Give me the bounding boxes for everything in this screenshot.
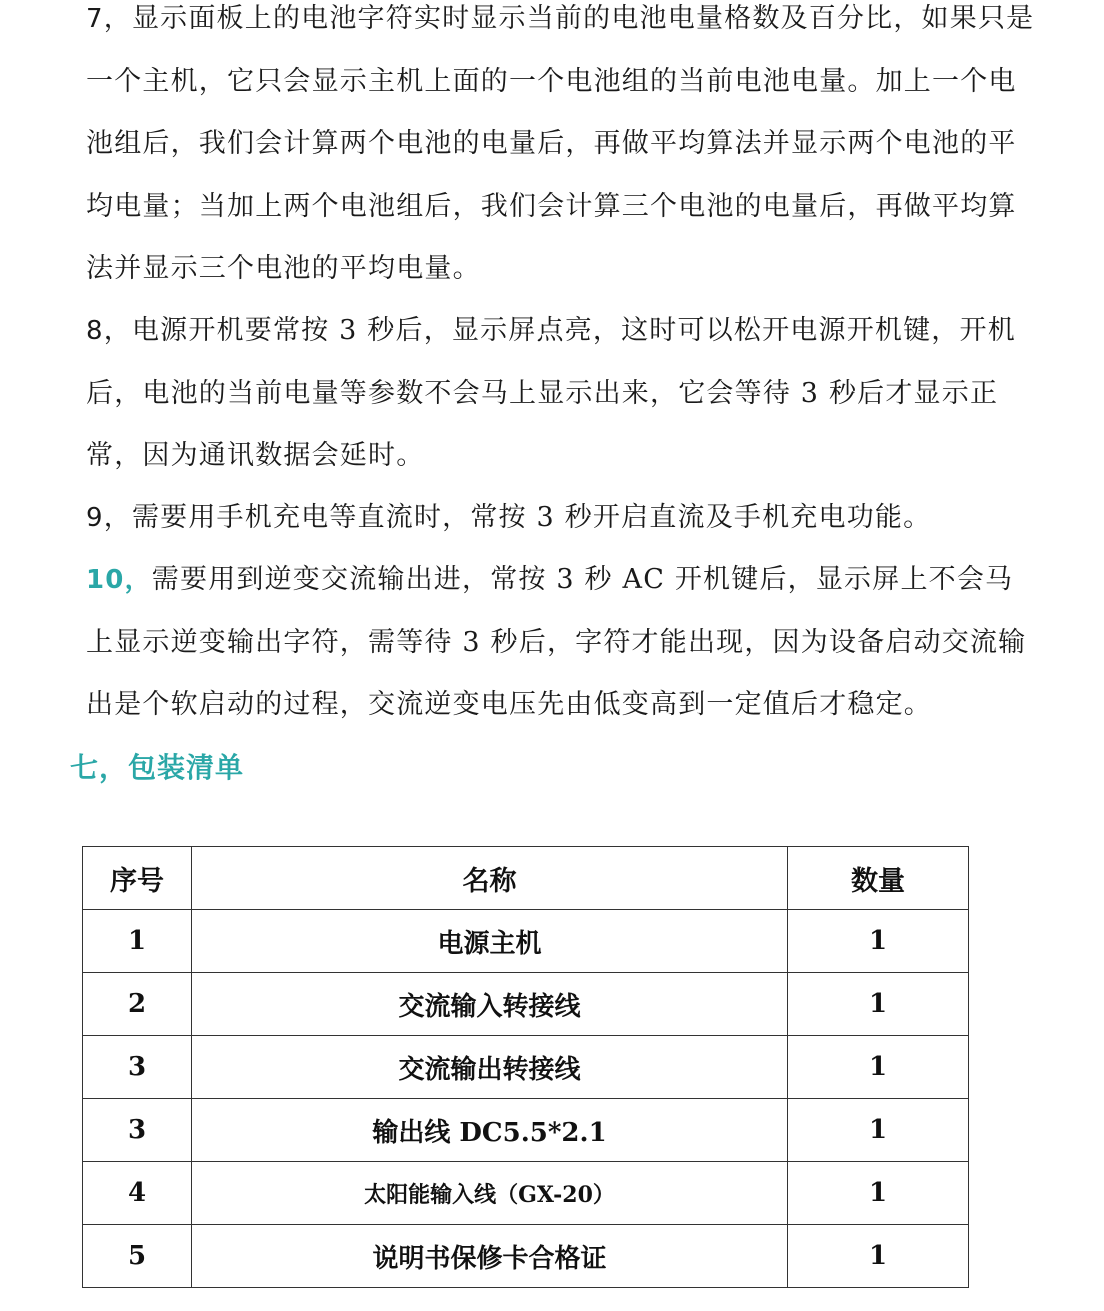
cell-quantity: 1: [788, 1225, 969, 1288]
cell-quantity: 1: [788, 1162, 969, 1225]
cell-serial: 3: [83, 1099, 192, 1162]
item-separator: ，: [103, 502, 132, 533]
cell-serial: 4: [83, 1162, 192, 1225]
table-row: [83, 1036, 969, 1099]
table-header-row: [83, 847, 969, 910]
item-number: 9: [86, 503, 104, 533]
cell-name: 电源主机: [192, 910, 788, 973]
table-row: [83, 910, 969, 973]
cell-quantity: 1: [788, 1036, 969, 1099]
item-separator: ，: [103, 315, 132, 346]
cell-serial: 3: [83, 1036, 192, 1099]
item-number: 8: [86, 316, 104, 346]
item-text: 显示面板上的电池字符实时显示当前的电池电量格数及百分比，如果只是一个主机，它只会显示主机上面的一个电池组的当前电池电量。加上一个电池组后，我们会计算两个电池的电量后，再做平均算法并显示两个电池的平均电量；当加上两个电池组后，我们会计算三个电池的电量后，再做平均算法并显示三个电池的平均电量。: [86, 3, 1035, 284]
item-number: 7: [86, 4, 104, 34]
paragraph-item-10: [86, 549, 1036, 737]
item-text: 需要用到逆变交流输出进，常按 3 秒 AC 开机键后，显示屏上不会马上显示逆变输出字符，需等待 3 秒后，字符才能出现，因为设备启动交流输出是个软启动的过程，交流逆变电压先由低变高到一定值后才稳定。: [86, 564, 1027, 720]
header-serial: 序号: [83, 847, 192, 910]
paragraph-item-8: [86, 300, 1036, 488]
cell-name: 交流输入转接线: [192, 973, 788, 1036]
cell-name: 输出线 DC5.5*2.1: [192, 1099, 788, 1162]
cell-name: 说明书保修卡合格证: [192, 1225, 788, 1288]
cell-quantity: 1: [788, 973, 969, 1036]
cell-serial: 5: [83, 1225, 192, 1288]
item-text: 电源开机要常按 3 秒后，显示屏点亮，这时可以松开电源开机键，开机后，电池的当前电量等参数不会马上显示出来，它会等待 3 秒后才显示正常，因为通讯数据会延时。: [86, 315, 1016, 471]
table-row: [83, 1162, 969, 1225]
cell-name: 太阳能输入线（GX-20）: [192, 1162, 788, 1225]
header-name: 名称: [192, 847, 788, 910]
item-text: 需要用手机充电等直流时，常按 3 秒开启直流及手机充电功能。: [131, 502, 932, 533]
cell-serial: 2: [83, 973, 192, 1036]
packing-list-table: [82, 846, 969, 1288]
item-separator: ，: [103, 3, 132, 34]
item-separator: ，: [124, 565, 152, 595]
cell-quantity: 1: [788, 1099, 969, 1162]
table-row: [83, 1225, 969, 1288]
table-row: [83, 1099, 969, 1162]
paragraph-item-7: [86, 0, 1036, 301]
header-quantity: 数量: [788, 847, 969, 910]
paragraph-item-9: [86, 487, 1036, 550]
cell-serial: 1: [83, 910, 192, 973]
section-heading-packing-list: 七，包装清单: [70, 751, 245, 784]
cell-name: 交流输出转接线: [192, 1036, 788, 1099]
item-number-highlighted: 10: [86, 565, 125, 595]
cell-quantity: 1: [788, 910, 969, 973]
table-row: [83, 973, 969, 1036]
